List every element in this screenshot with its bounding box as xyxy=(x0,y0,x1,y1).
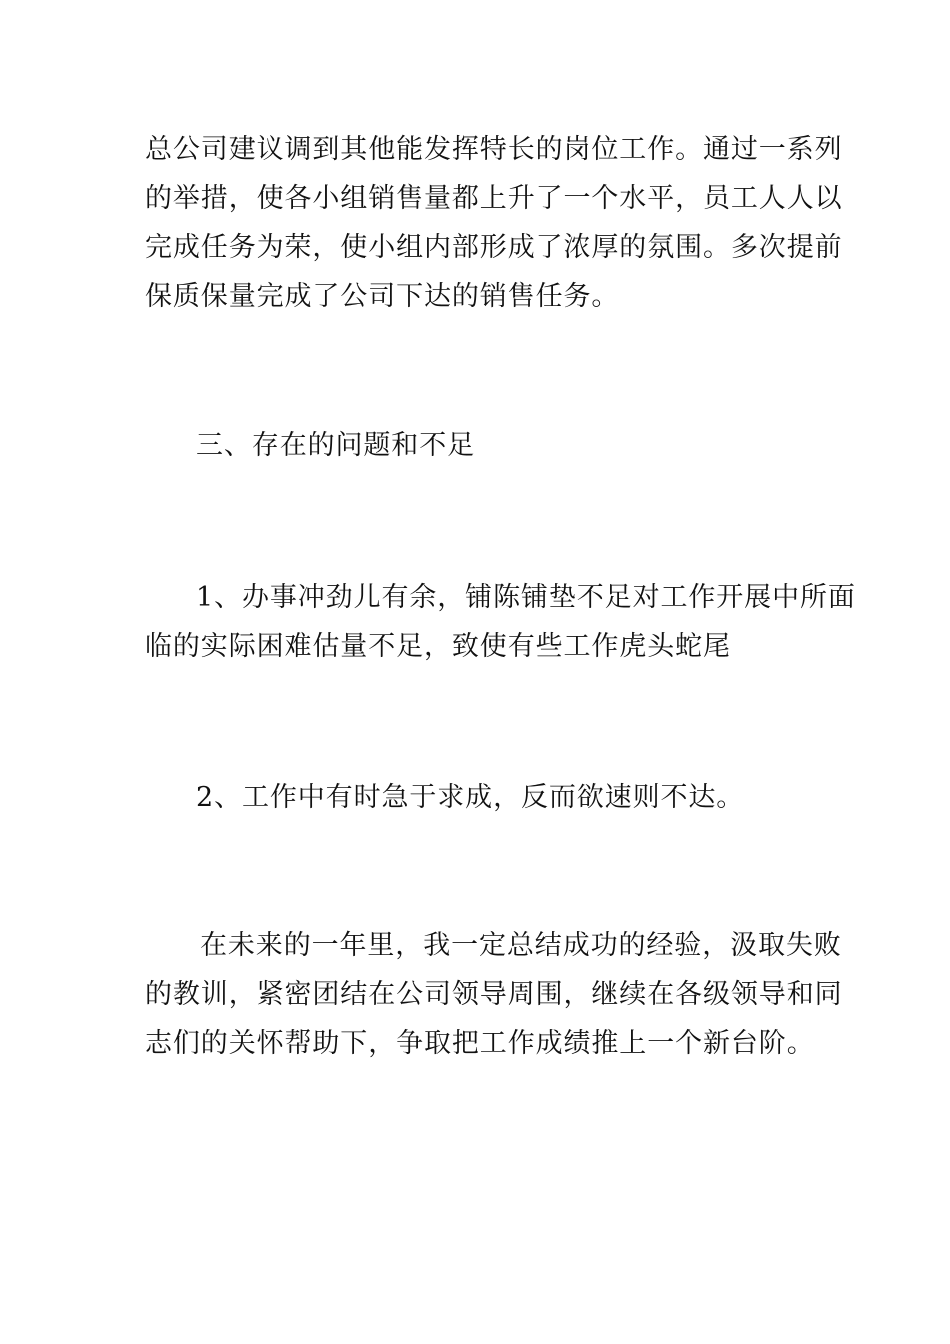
paragraph-line: 的举措，使各小组销售量都上升了一个水平，员工人人以 xyxy=(145,183,843,214)
paragraph-line: 的教训，紧密团结在公司领导周围，继续在各级领导和同 xyxy=(145,979,843,1010)
list-item-line: 临的实际困难估量不足，致使有些工作虎头蛇尾 xyxy=(145,631,731,662)
list-item-line: 1、办事冲劲儿有余，铺陈铺垫不足对工作开展中所面 xyxy=(196,582,856,613)
paragraph-line: 保质保量完成了公司下达的销售任务。 xyxy=(145,281,620,312)
paragraph-line: 志们的关怀帮助下，争取把工作成绩推上一个新台阶。 xyxy=(145,1028,815,1059)
section-heading: 三、存在的问题和不足 xyxy=(196,430,475,461)
paragraph-line: 总公司建议调到其他能发挥特长的岗位工作。通过一系列 xyxy=(145,134,843,165)
paragraph-line: 在未来的一年里，我一定总结成功的经验，汲取失败 xyxy=(200,930,842,961)
list-item-line: 2、工作中有时急于求成，反而欲速则不达。 xyxy=(196,782,745,813)
paragraph-line: 完成任务为荣，使小组内部形成了浓厚的氛围。多次提前 xyxy=(145,232,843,263)
